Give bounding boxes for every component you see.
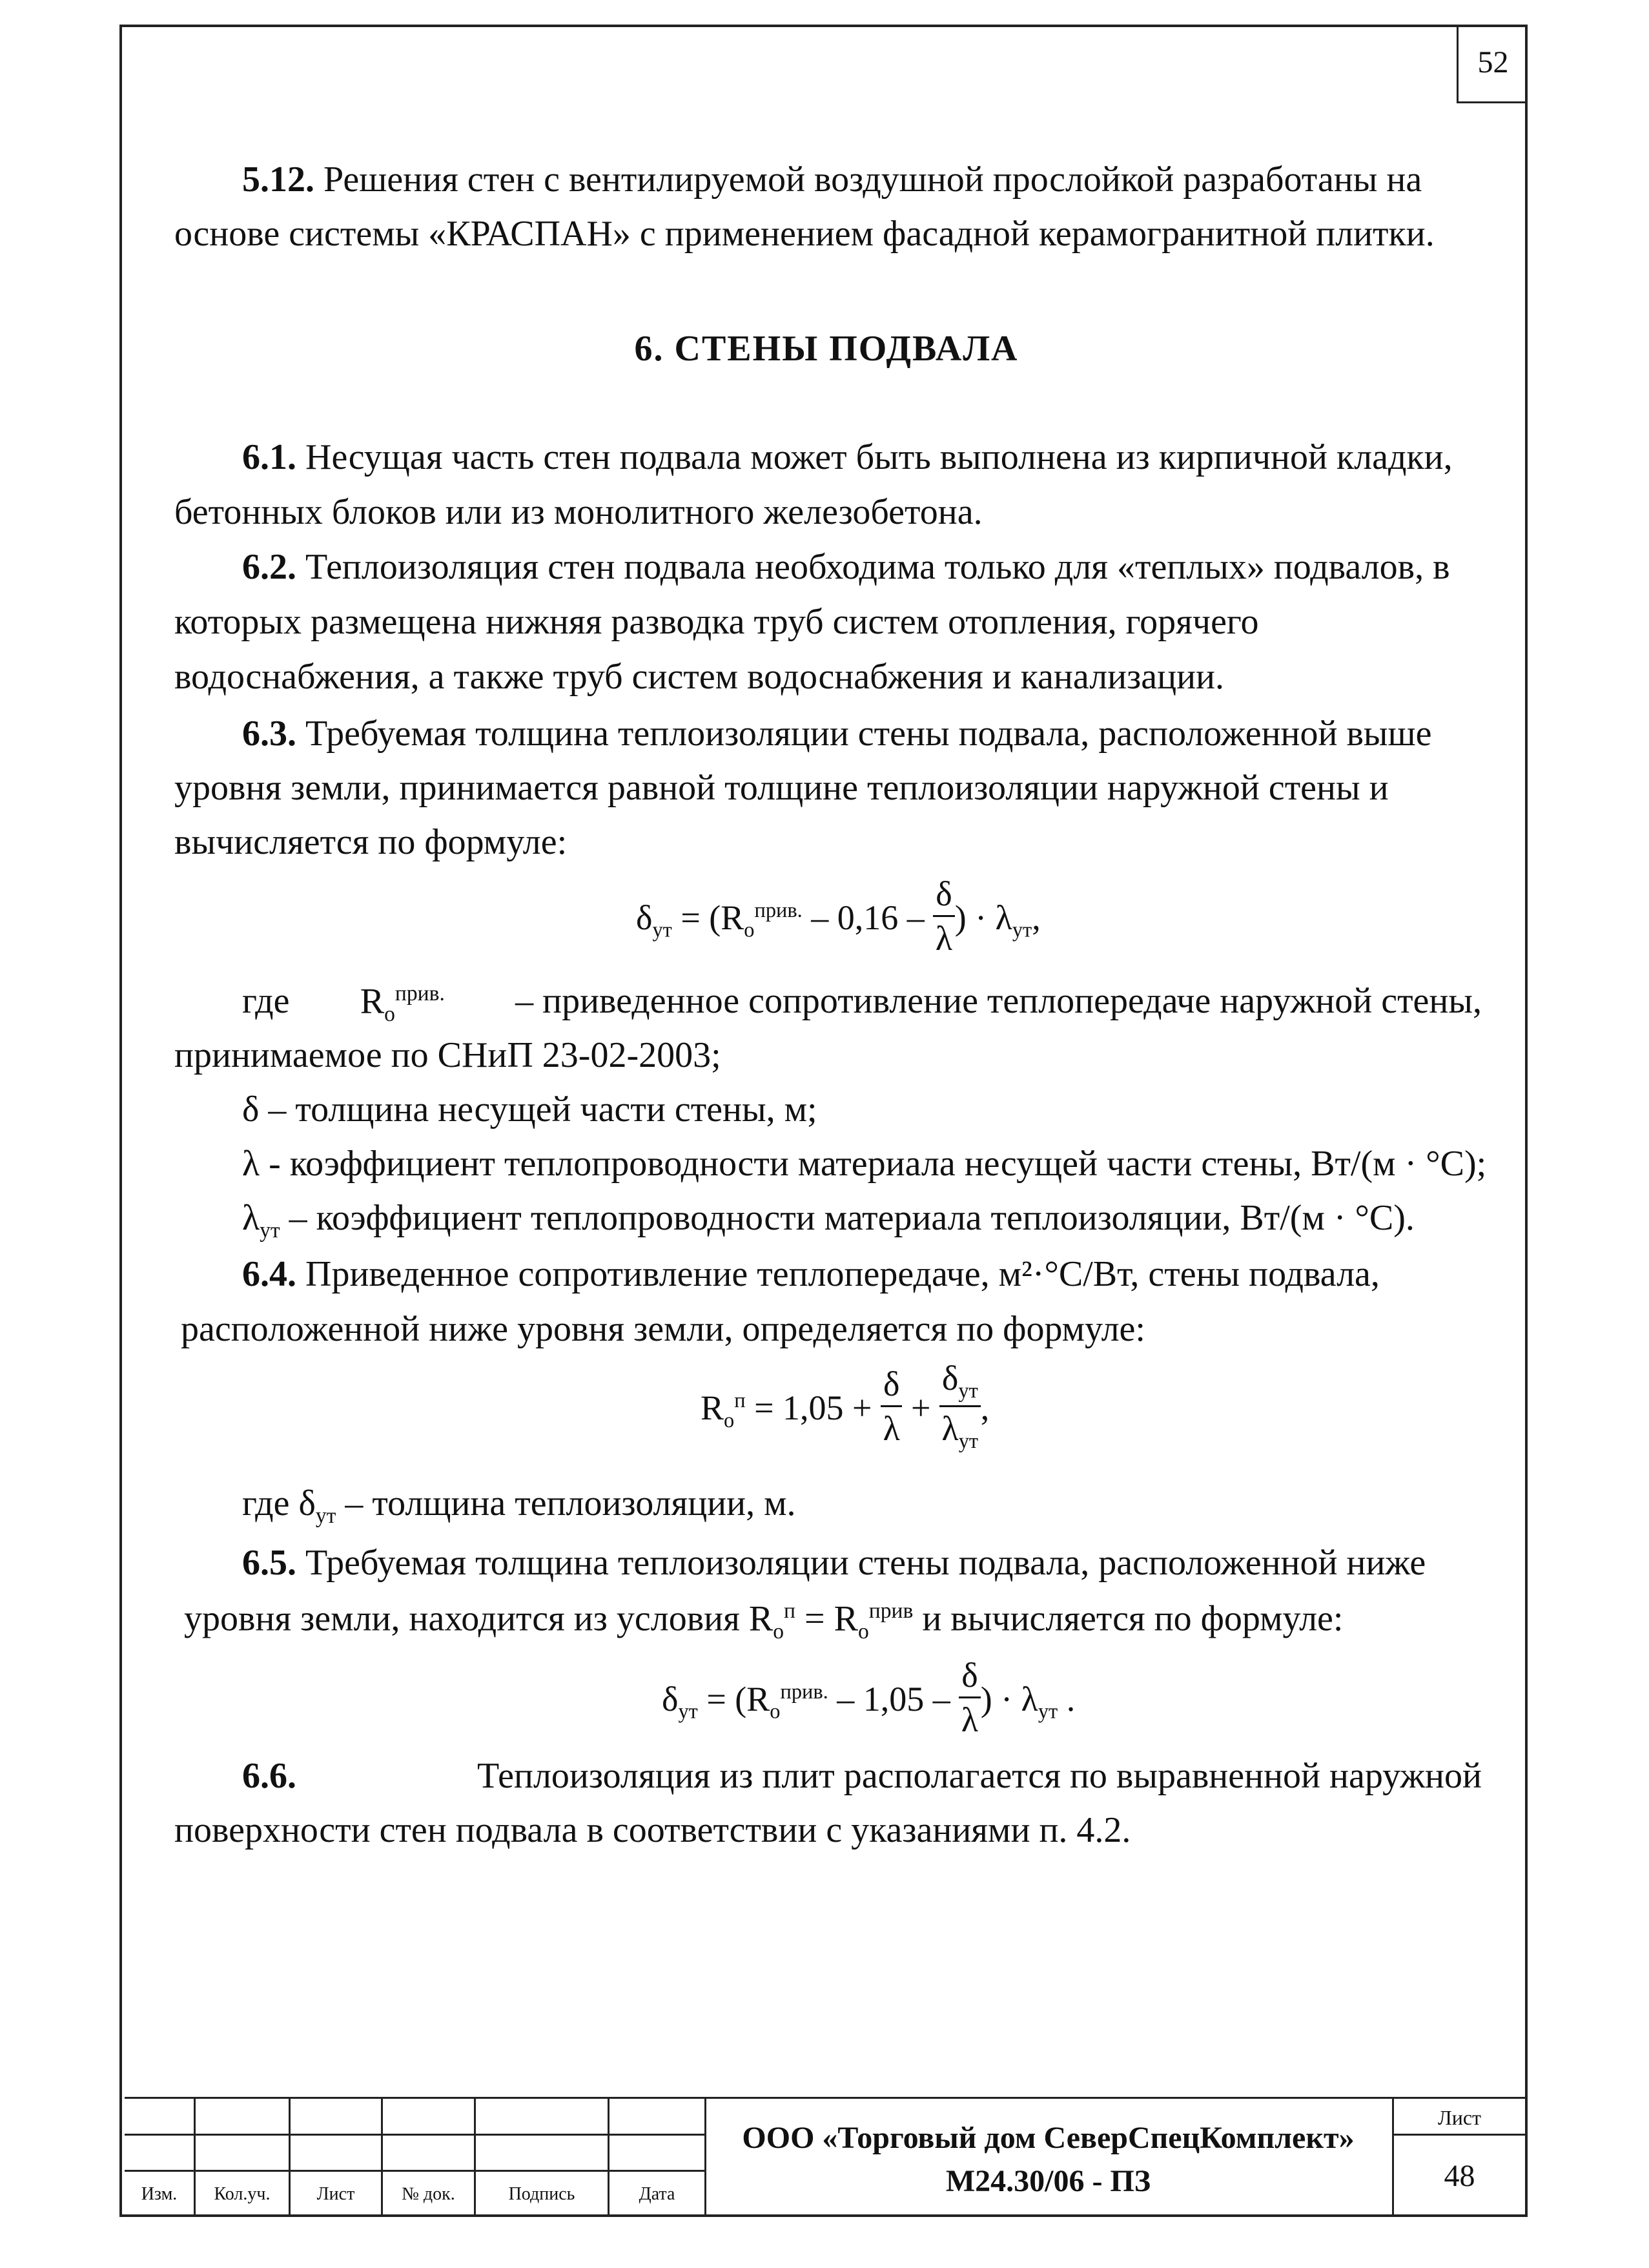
formula-subscript: ут — [958, 1430, 979, 1453]
paragraph-6-4-line1 — [242, 1256, 1380, 1292]
title-block — [125, 2097, 1525, 2214]
formula-insulation-below-ground — [662, 1656, 1076, 1742]
fraction-denominator: λ — [961, 1700, 979, 1739]
formula-resistance-below-ground — [701, 1359, 990, 1457]
sheet-number: 48 — [1444, 2159, 1475, 2193]
paragraph-text: Теплоизоляция стен подвала необходима только для «теплых» подвалов, в — [305, 547, 1450, 587]
formula-text: = 1,05 + — [745, 1388, 881, 1428]
definition-delta: δ – толщина несущей части стены, м; — [242, 1089, 817, 1129]
formula-symbol: δ — [662, 1679, 679, 1718]
paragraph-text: Требуемая толщина теплоизоляции стены подвала, расположенной ниже — [305, 1543, 1426, 1583]
formula-text: = (R — [697, 1679, 770, 1718]
title-block-row-rule — [125, 2170, 704, 2172]
formula-subscript: о — [857, 1619, 869, 1644]
paragraph-text: = R — [795, 1598, 858, 1639]
formula-text: – 0,16 – — [802, 898, 934, 937]
section-number: 6.2. — [242, 547, 296, 587]
fraction-numerator: δ — [933, 876, 954, 917]
formula-symbol — [360, 983, 445, 1025]
title-block-row-rule — [125, 2134, 704, 2136]
formula-subscript: о — [773, 1619, 784, 1644]
formula-symbol-letter: R — [360, 981, 385, 1022]
formula-fraction — [959, 1658, 980, 1737]
col-label-change: Изм. — [141, 2184, 178, 2204]
section-number: 6.4. — [242, 1254, 296, 1294]
formula-subscript: ут — [958, 1379, 978, 1403]
section-number: 6.6. — [242, 1756, 296, 1796]
formula-text: ) · λ — [980, 1679, 1038, 1718]
where-insulation-thickness — [242, 1485, 796, 1527]
paragraph-6-3-line2: уровня земли, принимается равной толщине теплоизоляции наружной стены и — [174, 768, 1389, 808]
formula-superscript: п — [734, 1389, 746, 1413]
formula-symbol: λ — [242, 1198, 260, 1238]
section-5-12-line2: основе системы «КРАСПАН» с применением фасадной керамогранитной плитки. — [174, 214, 1435, 254]
formula-fraction — [933, 876, 954, 956]
paragraph-6-3-line1 — [242, 716, 1432, 752]
title-block-top-rule — [125, 2097, 1525, 2099]
formula-text: ) · λ — [954, 898, 1012, 937]
formula-subscript: ут — [260, 1219, 280, 1243]
section-number: 6.1. — [242, 437, 296, 477]
formula-text: – 1,05 – — [828, 1679, 959, 1718]
formula-symbol: δ — [941, 1359, 959, 1397]
paragraph-text: где δ — [242, 1483, 316, 1523]
paragraph-text: Решения стен с вентилируемой воздушной прослойкой разработаны на — [323, 160, 1422, 200]
fraction-denominator: λ — [935, 919, 953, 958]
paragraph-6-2-line3: водоснабжения, а также труб систем водоснабжения и канализации. — [174, 657, 1225, 697]
formula-subscript: о — [770, 1700, 781, 1724]
col-label-date: Дата — [639, 2184, 675, 2204]
formula-subscript: о — [384, 1002, 395, 1026]
fraction-numerator: δ — [959, 1658, 980, 1698]
paragraph-6-3-line3: вычисляется по формуле: — [174, 822, 568, 862]
formula-superscript: прив. — [754, 898, 803, 922]
paragraph-6-6-line2: поверхности стен подвала в соответствии с указаниями п. 4.2. — [174, 1810, 1131, 1850]
col-label-doc-number: № док. — [402, 2184, 455, 2204]
definition-lambda: λ - коэффициент теплопроводности материала несущей части стены, Вт/(м · °С); — [242, 1144, 1487, 1184]
formula-subscript: ут — [652, 918, 672, 942]
formula-subscript: о — [744, 918, 755, 942]
where-line1 — [242, 983, 1482, 1025]
paragraph-text: Теплоизоляция из плит располагается по выравненной наружной — [477, 1756, 1482, 1796]
section-number: 5.12. — [242, 160, 314, 200]
fraction-denominator: λ — [883, 1409, 900, 1448]
paragraph-text: и вычисляется по формуле: — [913, 1598, 1344, 1639]
sheet-label: Лист — [1437, 2106, 1481, 2129]
formula-subscript: ут — [315, 1504, 336, 1529]
paragraph-text: – толщина теплоизоляции, м. — [336, 1483, 796, 1523]
section-heading: 6. СТЕНЫ ПОДВАЛА — [634, 329, 1019, 369]
fraction-numerator — [939, 1361, 981, 1407]
paragraph-6-1-line2: бетонных блоков или из монолитного железобетона. — [174, 492, 983, 532]
formula-subscript: ут — [1038, 1700, 1058, 1724]
paragraph-text: Приведенное сопротивление теплопередаче, м²·°С/Вт, стены подвала, — [305, 1254, 1380, 1294]
page-number: 52 — [1457, 25, 1528, 103]
paragraph-text: уровня земли, находится из условия R — [184, 1598, 773, 1639]
paragraph-6-5-line2 — [184, 1600, 1343, 1642]
paragraph-6-2-line2: которых размещена нижняя разводка труб систем отопления, горячего — [174, 602, 1259, 642]
formula-superscript: прив — [868, 1599, 914, 1623]
paragraph-text: Несущая часть стен подвала может быть выполнена из кирпичной кладки, — [305, 437, 1453, 477]
paragraph-6-6-line1 — [242, 1758, 1482, 1794]
paragraph-text: – коэффициент теплопроводности материала теплоизоляции, Вт/(м · °С). — [280, 1198, 1415, 1238]
formula-symbol: λ — [941, 1409, 959, 1448]
formula-fraction — [881, 1366, 902, 1446]
formula-subscript: ут — [1012, 918, 1032, 942]
formula-text: = (R — [671, 898, 744, 937]
section-5-12-line1 — [242, 161, 1482, 198]
formula-text: , — [1032, 898, 1041, 937]
paragraph-6-2-line1 — [242, 549, 1450, 585]
paragraph-6-1-line1 — [242, 439, 1453, 475]
section-number: 6.3. — [242, 714, 296, 754]
section-number: 6.5. — [242, 1543, 296, 1583]
formula-insulation-above-ground — [636, 874, 1041, 961]
paragraph-6-4-line2: расположенной ниже уровня земли, определяется по формуле: — [181, 1309, 1145, 1349]
fraction-denominator — [939, 1407, 981, 1452]
formula-text: . — [1058, 1679, 1076, 1718]
paragraph-text: Требуемая толщина теплоизоляции стены подвала, расположенной выше — [305, 714, 1432, 754]
formula-text: , — [980, 1388, 990, 1428]
formula-symbol: R — [701, 1388, 724, 1428]
col-label-sheet: Лист — [316, 2184, 355, 2204]
where-line2: принимаемое по СНиП 23-02-2003; — [174, 1035, 721, 1075]
formula-superscript: прив. — [780, 1680, 828, 1704]
formula-subscript: о — [724, 1408, 735, 1432]
col-label-signature: Подпись — [508, 2184, 575, 2204]
definition-lambda-ut — [242, 1200, 1415, 1242]
document-code: М24.30/06 - ПЗ — [945, 2164, 1151, 2198]
organization-name: ООО «Торговый дом СеверСпецКомплект» — [742, 2121, 1355, 2155]
fraction-numerator: δ — [881, 1366, 902, 1407]
formula-subscript: ут — [678, 1700, 698, 1724]
formula-fraction — [939, 1361, 981, 1452]
formula-symbol: δ — [636, 898, 653, 937]
title-block-sheet-rule — [1392, 2134, 1525, 2136]
formula-superscript: прив. — [394, 982, 445, 1005]
where-label: где — [242, 981, 290, 1021]
col-label-quantity: Кол.уч. — [214, 2184, 271, 2204]
formula-superscript: п — [784, 1599, 795, 1623]
paragraph-text: – приведенное сопротивление теплопередаче наружной стены, — [515, 981, 1482, 1021]
formula-text: + — [902, 1388, 939, 1428]
paragraph-6-5-line1 — [242, 1545, 1426, 1581]
